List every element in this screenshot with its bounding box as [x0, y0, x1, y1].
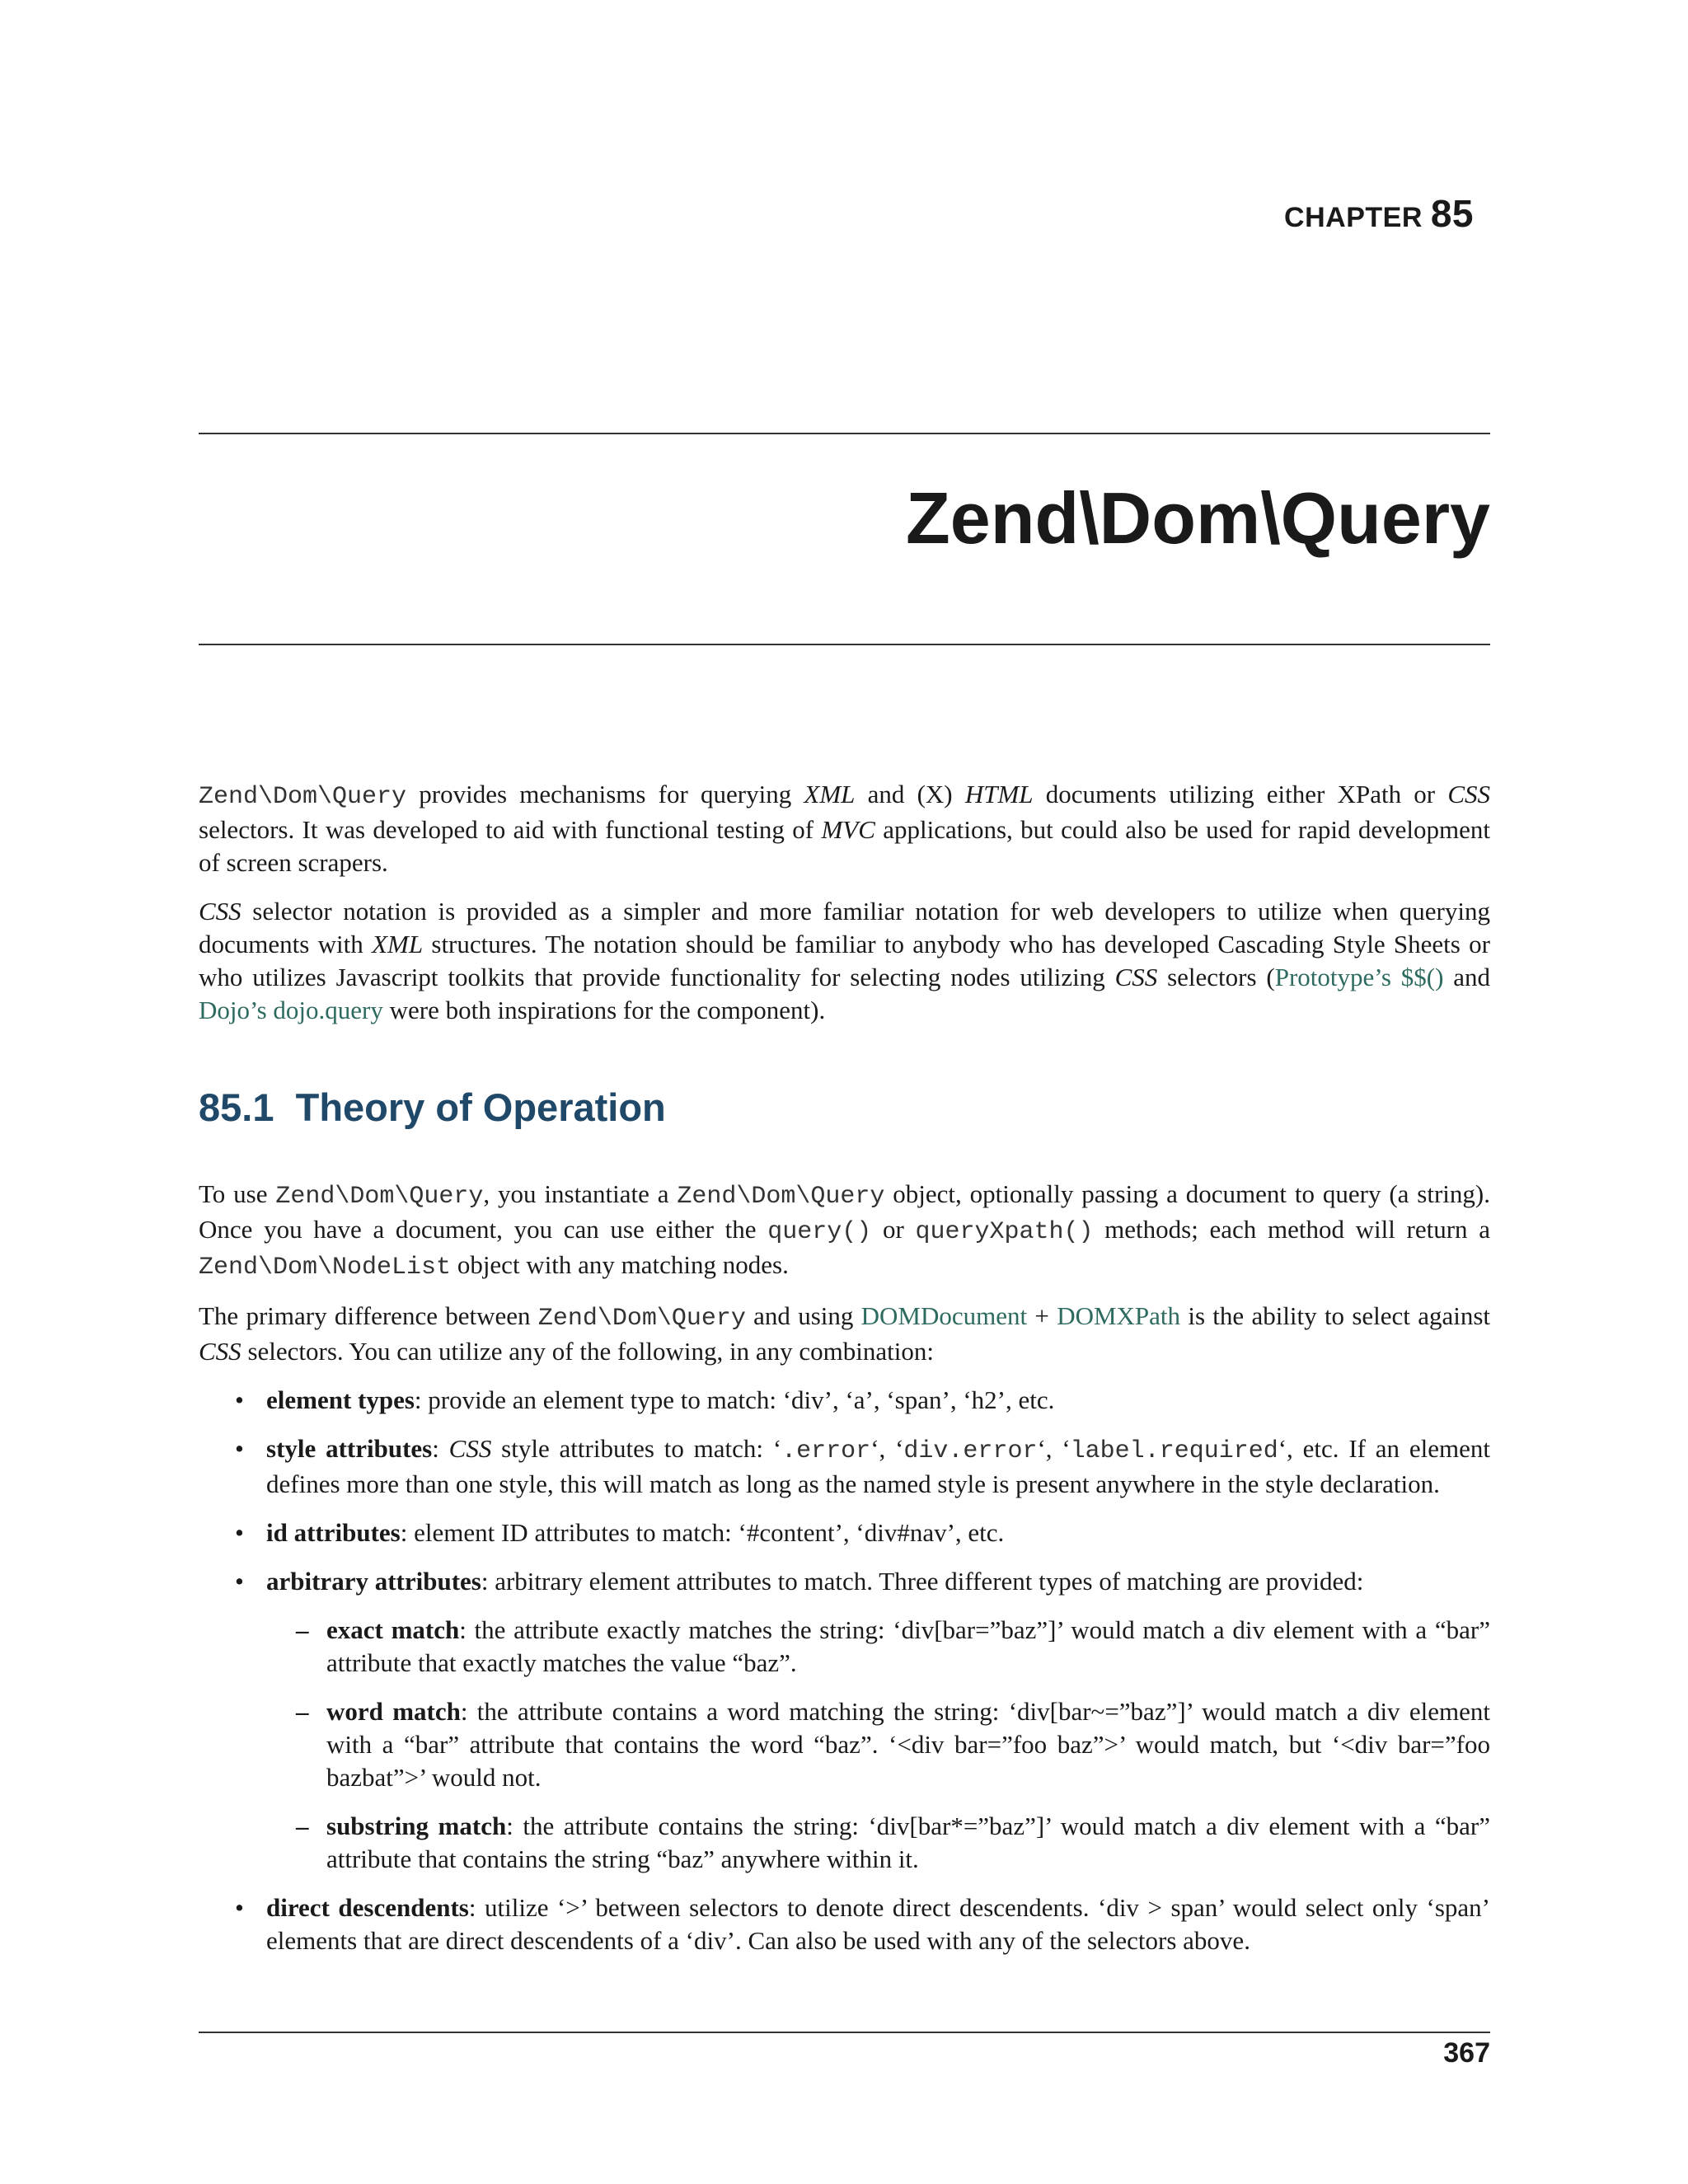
- list-item-style-attributes: • style attributes: CSS style attributes to match: ‘.error‘, ‘div.error‘, ‘label.required‘, etc. If an element defines more than one style, this will match as long as the named style is present anywhere in the style declaration.: [266, 1432, 1490, 1501]
- chapter-label: [1284, 191, 1474, 236]
- section-paragraph-2: The primary difference between Zend\Dom\Query and using DOMDocument + DOMXPath is the ability to select against CSS selectors. You can utilize any of the following, in any combination:: [199, 1301, 1491, 1366]
- intro-paragraph-1: Zend\Dom\Query provides mechanisms for querying XML and (X) HTML documents utilizing either XPath or CSS selectors. It was developed to aid with functional testing of MVC applications, but could also be used for rapid development of screen scrapers.: [199, 780, 1490, 877]
- intro-paragraph-2: CSS selector notation is provided as a simpler and more familiar notation for web developers to utilize when querying documents with XML structures. The notation should be familiar to anybody who has developed Cascading Style Sheets or who utilizes Javascript toolkits that provide functionality for selecting nodes utilizing CSS selectors (Prototype’s $$() and Dojo’s dojo.query were both inspirations for the component).: [199, 897, 1490, 1024]
- domxpath-link[interactable]: DOMXPath: [1057, 1301, 1181, 1330]
- title-rule: [199, 644, 1490, 645]
- list-item-exact-match: – exact match: the attribute exactly matches the string: ‘div[bar=”baz”]’ would match a div element with a “bar” attribute that exactly matches the value “baz”.: [326, 1614, 1490, 1680]
- section-title: Theory of Operation: [295, 1085, 666, 1129]
- section-heading: [199, 1085, 666, 1130]
- top-rule: [199, 433, 1490, 434]
- chapter-word: CHAPTER: [1284, 202, 1423, 233]
- list-item-id-attributes: • id attributes: element ID attributes to match: ‘#content’, ‘div#nav’, etc.: [266, 1516, 1490, 1549]
- list-item-substring-match: – substring match: the attribute contains the string: ‘div[bar*=”baz”]’ would match a div element with a “bar” attribute that contains the string “baz” anywhere within it.: [326, 1810, 1490, 1876]
- dojo-query-link[interactable]: Dojo’s dojo.query: [199, 996, 383, 1024]
- list-item-arbitrary-attributes: • arbitrary attributes: arbitrary element attributes to match. Three different types of matching are provided: – exact match: the attribute exactly matches the string: ‘div[bar=”baz”]’ would match a div element with a “bar” attribute that exactly matches the value “baz”. – word match: the attribute contains a word matching the string: ‘div[bar~=”baz”]’ would match a div element with a “bar” attribute that contains the word “baz”. ‘<div bar=”foo baz”>’ would match, but ‘<div bar=”foo bazbat”>’ would not. – substring match: the attribute contains the string: ‘div[bar*=”baz”]’ would match a div element with a “bar” attribute that contains the string “baz” anywhere within it.: [266, 1565, 1490, 1876]
- selector-list: [199, 1384, 1490, 1957]
- prototype-link[interactable]: Prototype’s $$(): [1274, 963, 1444, 991]
- section-body: [199, 1178, 1490, 1973]
- matching-types-list: [266, 1614, 1490, 1876]
- code-literal: Zend\Dom\Query: [199, 783, 407, 811]
- list-item-direct-descendents: • direct descendents: utilize ‘>’ between selectors to denote direct descendents. ‘div > span’ would select only ‘span’ elements that are direct descendents of a ‘div’. Can also be used with any of the selectors above.: [266, 1891, 1490, 1957]
- footer-rule: [199, 2032, 1490, 2033]
- chapter-number: 85: [1430, 192, 1474, 235]
- list-item-word-match: – word match: the attribute contains a word matching the string: ‘div[bar~=”baz”]’ would match a div element with a “bar” attribute that contains the word “baz”. ‘<div bar=”foo baz”>’ would match, but ‘<div bar=”foo bazbat”>’ would not.: [326, 1695, 1490, 1794]
- intro-text: [199, 778, 1490, 1043]
- section-number: 85.1: [199, 1085, 274, 1129]
- chapter-title: Zend\Dom\Query: [906, 477, 1490, 559]
- page-number: 367: [1443, 2037, 1490, 2069]
- list-item-element-types: • element types: provide an element type to match: ‘div’, ‘a’, ‘span’, ‘h2’, etc.: [266, 1384, 1490, 1417]
- domdocument-link[interactable]: DOMDocument: [860, 1301, 1028, 1330]
- section-paragraph-1: To use Zend\Dom\Query, you instantiate a Zend\Dom\Query object, optionally passing a document to query (a string). Once you have a document, you can use either the query() or queryXpath() methods; each method will return a Zend\Dom\NodeList object with any matching nodes.: [199, 1179, 1490, 1282]
